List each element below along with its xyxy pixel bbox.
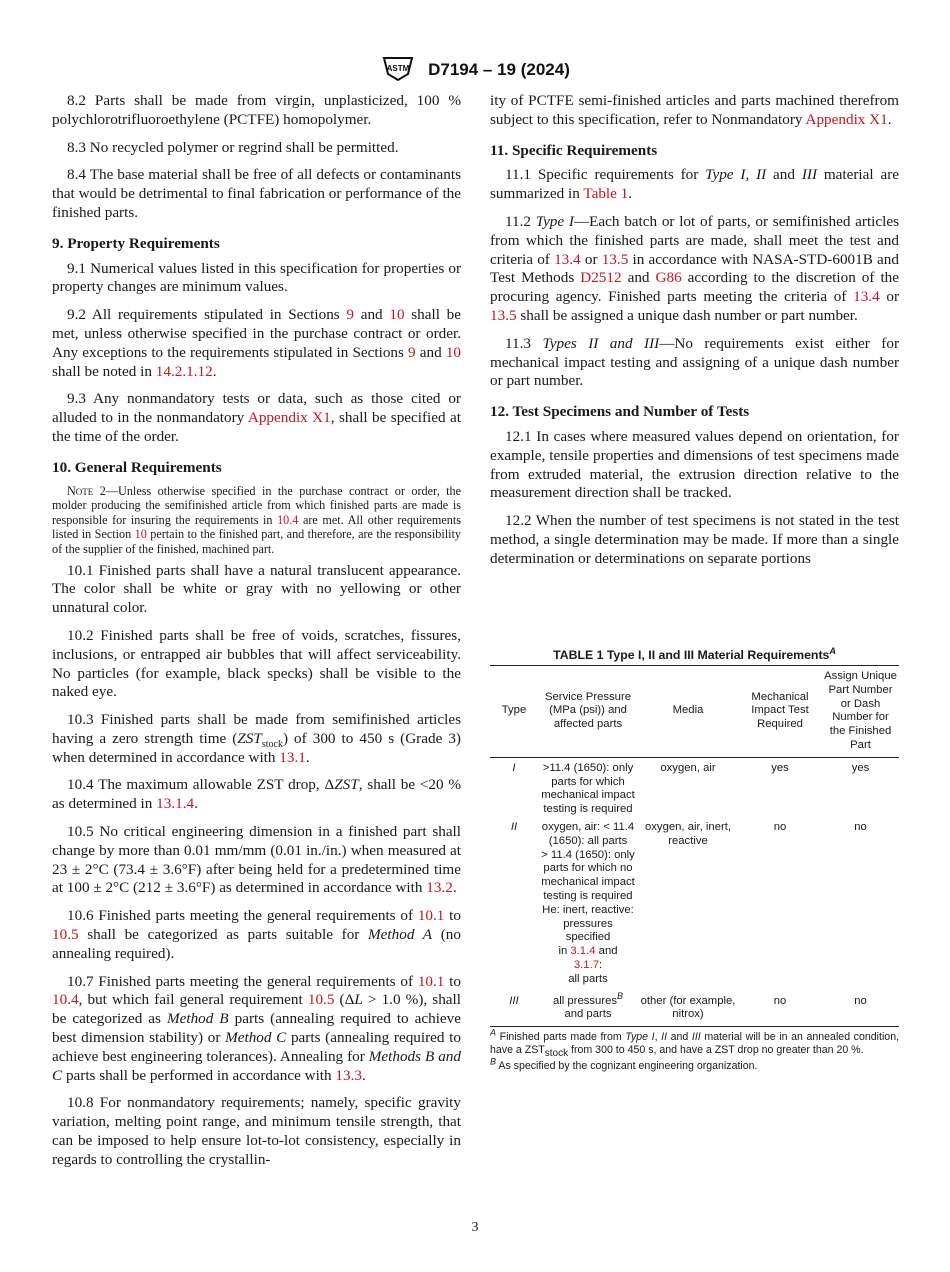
d2512-link[interactable]: D2512 bbox=[580, 269, 622, 287]
header-assign: Assign Unique Part Number or Dash Number for the Finished Part bbox=[822, 666, 899, 758]
table-row: II oxygen, air: < 11.4 (1650): all parts > 11.4 (1650): only parts for which no mechanical impact testing is required He: inert, reactive: pressures specified in 3.1.4 and 3.1.7: all parts oxygen, air, inert, reactive no no bbox=[510, 820, 867, 985]
section-10-4-link[interactable]: 10.4 bbox=[52, 991, 79, 1009]
table-row: I >11.4 (1650): only parts for which mechanical impact testing is required oxygen, air yes yes bbox=[512, 761, 870, 816]
para-10-6: 10.6 Finished parts meeting the general requirements of 10.1 to 10.5 shall be categorized as parts suitable for Method A (no annealing required). bbox=[52, 907, 461, 962]
astm-logo bbox=[380, 52, 416, 87]
para-12-1: 12.1 In cases where measured values depend on orientation, for example, tensile properties and dimensions of test specimens made from extruded material, the extrusion direction relative to the measurement direction shall be tracked. bbox=[490, 427, 899, 502]
svg-text:ASTM: ASTM bbox=[386, 64, 410, 73]
section-3-1-4-link[interactable]: 3.1.4 bbox=[570, 945, 596, 958]
note-2: Note 2—Unless otherwise specified in the purchase contract or order, the molder producing the semifinished article from which finished parts are made is responsible for insuring the requirements in 10.4 are met. All other requirements listed in Section 10 pertain to the finished part, and therefore, are the responsibility of the supplier of the finished, machined part. bbox=[52, 483, 461, 556]
appendix-x1-link[interactable]: Appendix X1 bbox=[247, 409, 331, 427]
section-10-1-link[interactable]: 10.1 bbox=[417, 907, 445, 925]
table-row: III all pressures$^B$ and parts other (for example, nitrox) no no bbox=[490, 989, 899, 1027]
footnote-b: $^B$ As specified by the cognizant engineering organization. bbox=[490, 1056, 758, 1072]
section-13-5-link[interactable]: 13.5 bbox=[601, 250, 629, 268]
para-10-7: 10.7 Finished parts meeting the general requirements of 10.1 to 10.4, but which fail general requirement 10.5 (ΔL > 1.0 %), shall be categorized as Method B parts (annealing required to achieve best dimension stability) or Method C parts (annealing required to achieve best engineering tolerances). Annealing for Methods B and C parts shall be performed in accordance with 13.3. bbox=[52, 972, 461, 1084]
para-8-4: 8.4 The base material shall be free of all defects or contaminants that would be detrimental to final fabrication or performance of the finished parts. bbox=[52, 166, 461, 221]
para-10-8-continued: ity of PCTFE semi-finished articles and parts machined therefrom subject to this specification, refer to Nonmandatory Appendix X1. bbox=[490, 92, 899, 128]
section-9-link[interactable]: 9 bbox=[346, 306, 355, 324]
header-pressure: Service Pressure (MPa (psi)) and affected parts bbox=[538, 666, 638, 758]
header-impact: Mechanical Impact Test Required bbox=[738, 666, 822, 758]
section-10-link[interactable]: 10 bbox=[134, 527, 147, 542]
para-11-2: 11.2 Type I—Each batch or lot of parts, or semifinished articles from which the finished parts are made, shall meet the test and criteria of 13.4 or 13.5 in accordance with NASA-STD-6001B and Test Methods D2512 and G86 according to the discretion of the procuring agency. Finished parts meeting the criteria of 13.4 or 13.5 shall be assigned a unique dash number or part number. bbox=[490, 212, 900, 324]
section-9-link[interactable]: 9 bbox=[408, 343, 416, 361]
requirements-table bbox=[490, 665, 899, 1027]
header-type: Type bbox=[490, 666, 538, 758]
section-3-1-7-link[interactable]: 3.1.7 bbox=[573, 958, 599, 971]
g86-link[interactable]: G86 bbox=[655, 269, 682, 287]
section-13-4-link[interactable]: 13.4 bbox=[554, 250, 581, 268]
table-1 bbox=[490, 645, 900, 1075]
para-9-3: 9.3 Any nonmandatory tests or data, such as those cited or alluded to in the nonmandatory Appendix X1, shall be specified at the time of the order. bbox=[52, 390, 461, 445]
section-14-2-1-12-link[interactable]: 14.2.1.12 bbox=[155, 362, 213, 380]
header-media: Media bbox=[638, 666, 738, 758]
table-1-link[interactable]: Table 1 bbox=[583, 185, 629, 203]
section-10-4-link[interactable]: 10.4 bbox=[277, 512, 299, 527]
section-10-5-link[interactable]: 10.5 bbox=[307, 991, 335, 1009]
section-13-1-link[interactable]: 13.1 bbox=[279, 748, 306, 766]
para-11-3: 11.3 Types II and III—No requirements exist either for mechanical impact testing and assigning of a unique dash number or part number. bbox=[490, 334, 900, 390]
section-13-2-link[interactable]: 13.2 bbox=[426, 879, 453, 897]
section-12-heading: 12. Test Specimens and Number of Tests bbox=[490, 403, 750, 421]
para-10-5: 10.5 No critical engineering dimension in a finished part shall change by more than 0.01 mm/mm (0.01 in./in.) when measured at 23 ± 2°C (73.4 ± 3.6°F) after being held for a predetermined time at 100 ± 2°C (212 ± 3.6°F) as determined in accordance with 13.2. bbox=[52, 823, 461, 897]
left-column bbox=[52, 92, 461, 1179]
section-10-5-link[interactable]: 10.5 bbox=[52, 926, 79, 944]
page-header bbox=[0, 52, 950, 87]
para-10-4: 10.4 The maximum allowable ZST drop, ΔZST, shall be <20 % as determined in 13.1.4. bbox=[52, 776, 461, 813]
para-11-1: 11.1 Specific requirements for Type I, II and III material are summarized in Table 1. bbox=[490, 166, 899, 203]
section-13-5-link[interactable]: 13.5 bbox=[490, 306, 517, 324]
right-column bbox=[490, 92, 899, 578]
footnote-a: $^A$ Finished parts made from Type I, II and III material will be in an annealed condition, have a $ZST_{stock}$ from 300 to 450 s, and have a ZST drop no greater than 20 %. bbox=[490, 1027, 900, 1060]
para-9-1: 9.1 Numerical values listed in this specification for properties or property changes are minimum values. bbox=[52, 259, 461, 296]
section-9-heading: 9. Property Requirements bbox=[52, 234, 220, 252]
section-11-heading: 11. Specific Requirements bbox=[490, 141, 658, 159]
para-9-2: 9.2 All requirements stipulated in Sections 9 and 10 shall be met, unless otherwise specified in the purchase contract or order. Any exceptions to the requirements stipulated in Sections 9 and 10 shall be noted in 14.2.1.12. bbox=[52, 306, 461, 380]
document-designation: D7194 – 19 (2024) bbox=[428, 59, 570, 79]
table-title: TABLE 1 Type I, II and III Material Requirements$^A$ bbox=[553, 645, 836, 662]
section-10-link[interactable]: 10 bbox=[445, 343, 461, 361]
para-10-1: 10.1 Finished parts shall have a natural translucent appearance. The color shall be white or gray with no yellowing or other unnatural color. bbox=[52, 561, 461, 617]
para-10-3: 10.3 Finished parts shall be made from semifinished articles having a zero strength time $(ZST_{stock})$ of 300 to 450 s (Grade 3) when determined in accordance with 13.1. bbox=[52, 711, 461, 766]
section-10-heading: 10. General Requirements bbox=[52, 458, 222, 476]
section-10-link[interactable]: 10 bbox=[389, 306, 405, 324]
section-13-4-link[interactable]: 13.4 bbox=[853, 288, 880, 306]
para-10-2: 10.2 Finished parts shall be free of voids, scratches, fissures, inclusions, or entrapped air bubbles that will affect serviceability. No particles (for example, black specks) shall be visible to the naked eye. bbox=[52, 626, 461, 701]
table-footnotes bbox=[490, 1027, 900, 1073]
section-10-1-link[interactable]: 10.1 bbox=[417, 972, 445, 990]
section-13-3-link[interactable]: 13.3 bbox=[335, 1066, 362, 1084]
para-10-8: 10.8 For nonmandatory requirements; namely, specific gravity variation, melting point range, and minimum tensile strength, that can be imposed to help ensure lot-to-lot consistency, especially in regards to controlling the crystallin- bbox=[52, 1094, 461, 1168]
para-12-2: 12.2 When the number of test specimens is not stated in the test method, a single determination may be made. If more than a single determination or determinations on separate portions bbox=[490, 512, 899, 567]
para-8-3: 8.3 No recycled polymer or regrind shall be permitted. bbox=[67, 138, 399, 156]
appendix-x1-link[interactable]: Appendix X1 bbox=[805, 110, 888, 128]
section-13-1-4-link[interactable]: 13.1.4 bbox=[156, 795, 195, 813]
page-number: 3 bbox=[471, 1220, 479, 1235]
table-header-row bbox=[490, 666, 899, 758]
para-8-2: 8.2 Parts shall be made from virgin, unplasticized, 100 % polychlorotrifluoroethylene (PCTFE) homopolymer. bbox=[52, 92, 461, 128]
